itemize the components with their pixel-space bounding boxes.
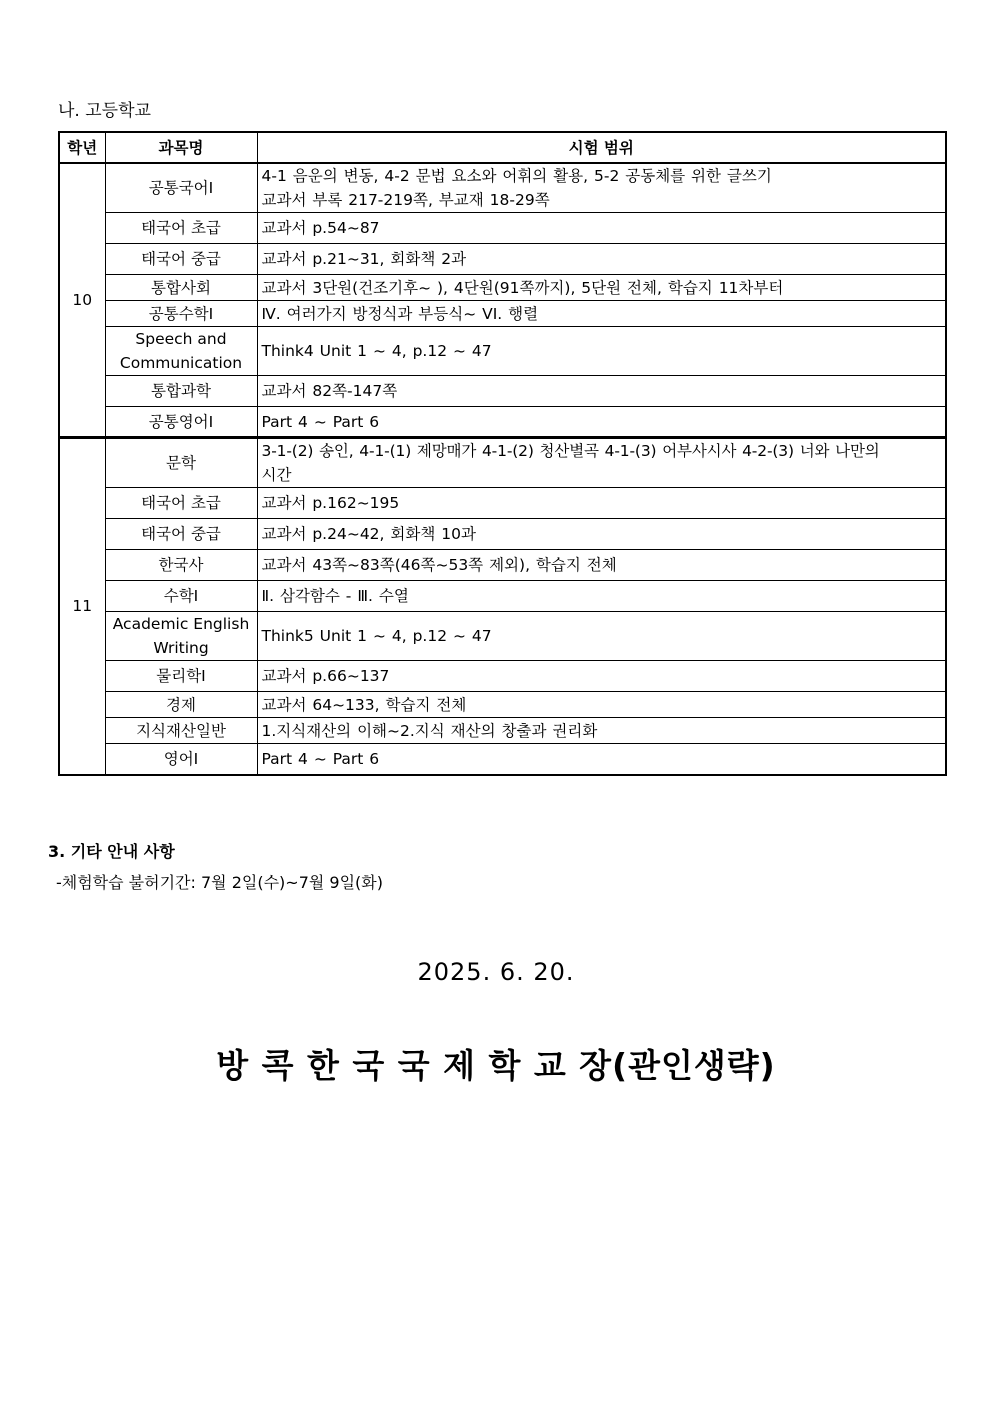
table-row: [59, 376, 946, 407]
range-cell: 교과서 82쪽-147쪽: [257, 376, 946, 407]
subject-cell: 경제: [105, 692, 257, 718]
subject-cell: [105, 327, 257, 376]
subject-line: Communication: [119, 354, 243, 372]
subject-cell: [105, 612, 257, 661]
section-title: 나. 고등학교: [58, 101, 151, 121]
header-subject: 과목명: [105, 132, 257, 163]
range-cell: [257, 438, 946, 488]
range-cell: 1.지식재산의 이해~2.지식 재산의 창출과 권리화: [257, 718, 946, 744]
range-cell: Think5 Unit 1 ~ 4, p.12 ~ 47: [257, 612, 946, 661]
table-row: [59, 327, 946, 376]
document-date: 2025. 6. 20.: [417, 958, 575, 986]
table-row: [59, 718, 946, 744]
header-range: 시험 범위: [257, 132, 946, 163]
subject-cell: 태국어 중급: [105, 519, 257, 550]
range-cell: Think4 Unit 1 ~ 4, p.12 ~ 47: [257, 327, 946, 376]
subject-cell: 물리학Ⅰ: [105, 661, 257, 692]
range-line: 3-1-(2) 송인, 4-1-(1) 제망매가 4-1-(2) 청산별곡 4-1-(3) 어부사시사 4-2-(3) 너와 나만의: [261, 442, 880, 460]
range-cell: Part 4 ~ Part 6: [257, 407, 946, 438]
subject-cell: 태국어 초급: [105, 213, 257, 244]
header-grade: 학년: [59, 132, 105, 163]
range-cell: 교과서 3단원(건조기후~ ), 4단원(91쪽까지), 5단원 전체, 학습지 11차부터: [257, 275, 946, 301]
range-line: 교과서 부록 217-219쪽, 부교재 18-29쪽: [261, 191, 550, 209]
range-cell: Part 4 ~ Part 6: [257, 744, 946, 775]
table-row: [59, 275, 946, 301]
subject-cell: 통합사회: [105, 275, 257, 301]
principal-signature: 방 콕 한 국 국 제 학 교 장(관인생략): [216, 1046, 776, 1085]
subject-cell: 수학Ⅰ: [105, 581, 257, 612]
table-row: [59, 213, 946, 244]
range-cell: Ⅳ. 여러가지 방정식과 부등식~ VI. 행렬: [257, 301, 946, 327]
range-cell: Ⅱ. 삼각함수 - Ⅲ. 수열: [257, 581, 946, 612]
subject-cell: 공통국어Ⅰ: [105, 163, 257, 213]
range-cell: [257, 163, 946, 213]
subject-cell: 한국사: [105, 550, 257, 581]
subject-line: Academic English: [112, 615, 250, 633]
subject-cell: 영어Ⅰ: [105, 744, 257, 775]
table-row: [59, 744, 946, 775]
table-header-row: [59, 132, 946, 163]
subject-cell: 태국어 중급: [105, 244, 257, 275]
table-row: [59, 550, 946, 581]
table-row: [59, 612, 946, 661]
range-line: 시간: [261, 466, 292, 484]
subject-cell: 문학: [105, 438, 257, 488]
subject-line: Speech and: [135, 330, 227, 348]
table-row: [59, 301, 946, 327]
range-cell: 교과서 43쪽~83쪽(46쪽~53쪽 제외), 학습지 전체: [257, 550, 946, 581]
subject-cell: 태국어 초급: [105, 488, 257, 519]
range-cell: 교과서 64~133, 학습지 전체: [257, 692, 946, 718]
table-row: [59, 692, 946, 718]
range-cell: 교과서 p.54~87: [257, 213, 946, 244]
subject-cell: 공통영어Ⅰ: [105, 407, 257, 438]
table-row: [59, 438, 946, 488]
exam-range-table: [58, 131, 947, 776]
table-row: [59, 581, 946, 612]
range-cell: 교과서 p.162~195: [257, 488, 946, 519]
subject-cell: 통합과학: [105, 376, 257, 407]
other-info-item: -체험학습 불허기간: 7월 2일(수)~7월 9일(화): [56, 873, 383, 892]
range-cell: 교과서 p.66~137: [257, 661, 946, 692]
table-row: [59, 407, 946, 438]
range-cell: 교과서 p.21~31, 회화책 2과: [257, 244, 946, 275]
table-row: [59, 661, 946, 692]
subject-cell: 공통수학Ⅰ: [105, 301, 257, 327]
range-cell: 교과서 p.24~42, 회화책 10과: [257, 519, 946, 550]
subject-line: Writing: [153, 639, 209, 657]
grade-cell-11: 11: [59, 438, 105, 775]
table-row: [59, 488, 946, 519]
table-row: [59, 244, 946, 275]
range-line: 4-1 음운의 변동, 4-2 문법 요소와 어휘의 활용, 5-2 공동체를 위한 글쓰기: [261, 167, 772, 185]
table-row: [59, 163, 946, 213]
other-info-heading: 3. 기타 안내 사항: [48, 842, 175, 861]
grade-cell-10: 10: [59, 163, 105, 438]
table-row: [59, 519, 946, 550]
subject-cell: 지식재산일반: [105, 718, 257, 744]
